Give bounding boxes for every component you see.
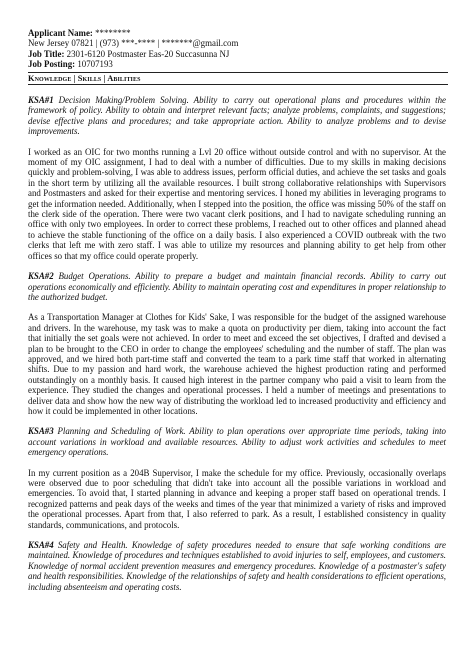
applicant-name-value: ********	[92, 28, 131, 38]
ksa-2-number: KSA#2	[28, 271, 54, 282]
ksa-2-statement	[28, 271, 446, 302]
ksa-1-statement	[28, 95, 446, 137]
job-posting-value: 10707193	[75, 59, 113, 70]
job-posting-label: Job Posting:	[28, 59, 76, 70]
ksa-1-text: Decision Making/Problem Solving. Ability to carry out operational plans and procedures within the framework of policy. Ability to obtain and interpret relevant facts; analyze problems, complaints, and suggestions; devise effective plans and procedures; and take appropriate action. Ability to analyze problems and to devise improvements.	[28, 95, 446, 137]
ksa-1-number: KSA#1	[28, 95, 54, 105]
ksa-1-response: I worked as an OIC for two months running a Lvl 20 office without outside control and with no supervisor. At the moment of my OIC assignment, I had to deal with a number of difficulties. Due to my skills in making decisions quickly and problem-solving, I was able to address issues, perform official duties, and achieve the set tasks and goals in the short term by utilizing all the available resources. I built strong collaborative relationships with Supervisors and Postmasters and asked for their expertise and mentoring services. I honed my abilities in leveraging programs to get the information needed. Additionally, when I stepped into the position, the office was missing 50% of the staff on the clerk side of the operation. There were two vacant clerk positions, and I had to navigate scheduling running an office with only two employees. In order to correct these problems, I reached out to other offices and planned ahead to achieve the stable functioning of the office on a daily basis. I also experienced a COVID outbreak with the two clerks that left me with zero staff. I was able to utilize my resources and planning ability to get help from other offices so that my office could operate properly.	[28, 146, 446, 261]
ksa-3-response: In my current position as a 204B Supervisor, I make the schedule for my office. Previously, occasionally overlaps were observed due to poor scheduling that didn't take into account all the possible variations in workload and emergencies. To avoid that, I started planning in advance and keeping a proper staff based on operational trends. I recognized patterns and peak days of the weeks and times of the year that minimized a variety of risks and improved the operational processes. Apart from that, I also referred to park. As a result, I established consistency in quality standards, communications, and protocols.	[28, 467, 446, 530]
ksa-4-text: Safety and Health. Knowledge of safety procedures needed to ensure that safe working conditions are maintained. Knowledge of procedures and techniques established to avoid injuries to self, employees, and customers. Knowledge of normal accident prevention measures and emergency procedures. Knowledge of a postmaster's safety and health responsibilities. Knowledge of the relationships of safety and health considerations to efficient operations, including absenteeism and operating costs.	[28, 540, 446, 592]
section-heading: Knowledge | Skills | Abilities	[28, 72, 448, 85]
ksa-4-statement	[28, 540, 446, 592]
job-title-line	[28, 49, 448, 59]
ksa-2-response: As a Transportation Manager at Clothes for Kids' Sake, I was responsible for the budget of the assigned warehouse and drivers. In the warehouse, my task was to make a quota on productivity per diem, taking into account the fact that initially the set goals were not achieved. In order to meet and exceed the set objectives, I drafted and devised a plan to be brought to the CEO in order to change the employees' scheduling and the number of staff. The plan was approved, and we hired both part-time staff and converted the team to a park time staff that worked in alternating shifts. Due to my passion and hard work, the warehouse achieved the highest production rating and performed outstandingly on a monthly basis. It caused high interest in the partner company who paid a visit to learn from the experience. They studied the changes and operational processes. I held a number of meetings and presentations to deliver data and show how the new way of distributing the workload led to increased productivity and efficiency and how it could be implemented in other locations.	[28, 312, 446, 416]
job-title-label: Job Title:	[28, 48, 65, 59]
ksa-4-number: KSA#4	[28, 540, 54, 551]
applicant-name-label: Applicant Name:	[28, 28, 93, 38]
document-body	[28, 95, 446, 592]
ksa-3-statement	[28, 426, 446, 457]
ksa-3-text: Planning and Scheduling of Work. Ability to plan operations over appropriate time periods, taking into account variations in workload and available resources. Ability to adjust work activities and schedules to meet emergency operations.	[28, 426, 446, 458]
applicant-header	[28, 28, 448, 70]
contact-line: New Jersey 07821 | (973) ***-**** | *******@gmail.com	[28, 38, 239, 49]
job-posting-line	[28, 59, 448, 69]
ksa-3-number: KSA#3	[28, 426, 54, 437]
applicant-name-line	[28, 28, 448, 38]
ksa-2-text: Budget Operations. Ability to prepare a budget and maintain financial records. Ability to carry out operations economically and efficiently. Ability to maintain operating cost and expenditures in proper relationship to the authorized budget.	[28, 271, 446, 302]
job-title-value: 2301-6120 Postmaster Eas-20 Succasunna NJ	[64, 48, 230, 59]
